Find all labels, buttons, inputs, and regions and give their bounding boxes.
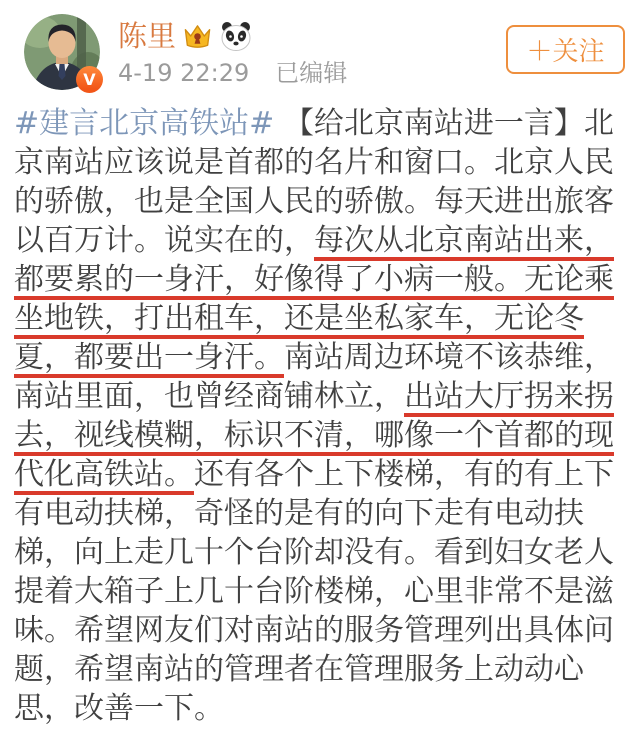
- hashtag-link[interactable]: #建言北京高铁站#: [14, 106, 275, 141]
- underlined-text-segment: 每次从北京南站出来，都要累的一身汗，好像得了小病一般。无论乘坐地铁，打出租车，还是坐私家车，无论冬夏，都要出一身汗。: [14, 223, 614, 375]
- follow-button[interactable]: ＋关注: [506, 25, 625, 74]
- underlined-text-segment: 出站大厅拐来拐去，视线模糊，标识不清，哪像一个首都的现代化高铁站。: [14, 379, 614, 492]
- verified-v-badge: V: [76, 66, 103, 93]
- post-text-segment: 【给北京南站进一言】北京南站应该说是首都的名片和窗口。北京人民的骄傲，也是全国人民的骄傲。每天进出旅客以百万计。说实在的，: [14, 106, 614, 258]
- panda-icon: [219, 21, 253, 51]
- post-body: [0, 102, 640, 728]
- edited-label: 已编辑: [275, 59, 348, 87]
- post-text-segment: 南站周边环境不该恭维，南站里面，也曾经商铺林立，: [14, 340, 614, 414]
- crown-icon: [182, 22, 213, 50]
- post-header: [0, 0, 640, 102]
- post-text-segment: 还有各个上下楼梯，有的有上下有电动扶梯，奇怪的是有的向下走有电动扶梯，向上走几十个台阶却没有。看到妇女老人提着大箱子上几十台阶楼梯，心里非常不是滋味。希望网友们对南站的服务管理列出具体问题，希望南站的管理者在管理服务上动动心思，改善一下。: [14, 457, 614, 726]
- author-name[interactable]: 陈里: [118, 19, 177, 53]
- post-text: [14, 104, 626, 728]
- avatar[interactable]: [24, 14, 100, 90]
- post-timestamp: 4-19 22:29: [118, 59, 250, 87]
